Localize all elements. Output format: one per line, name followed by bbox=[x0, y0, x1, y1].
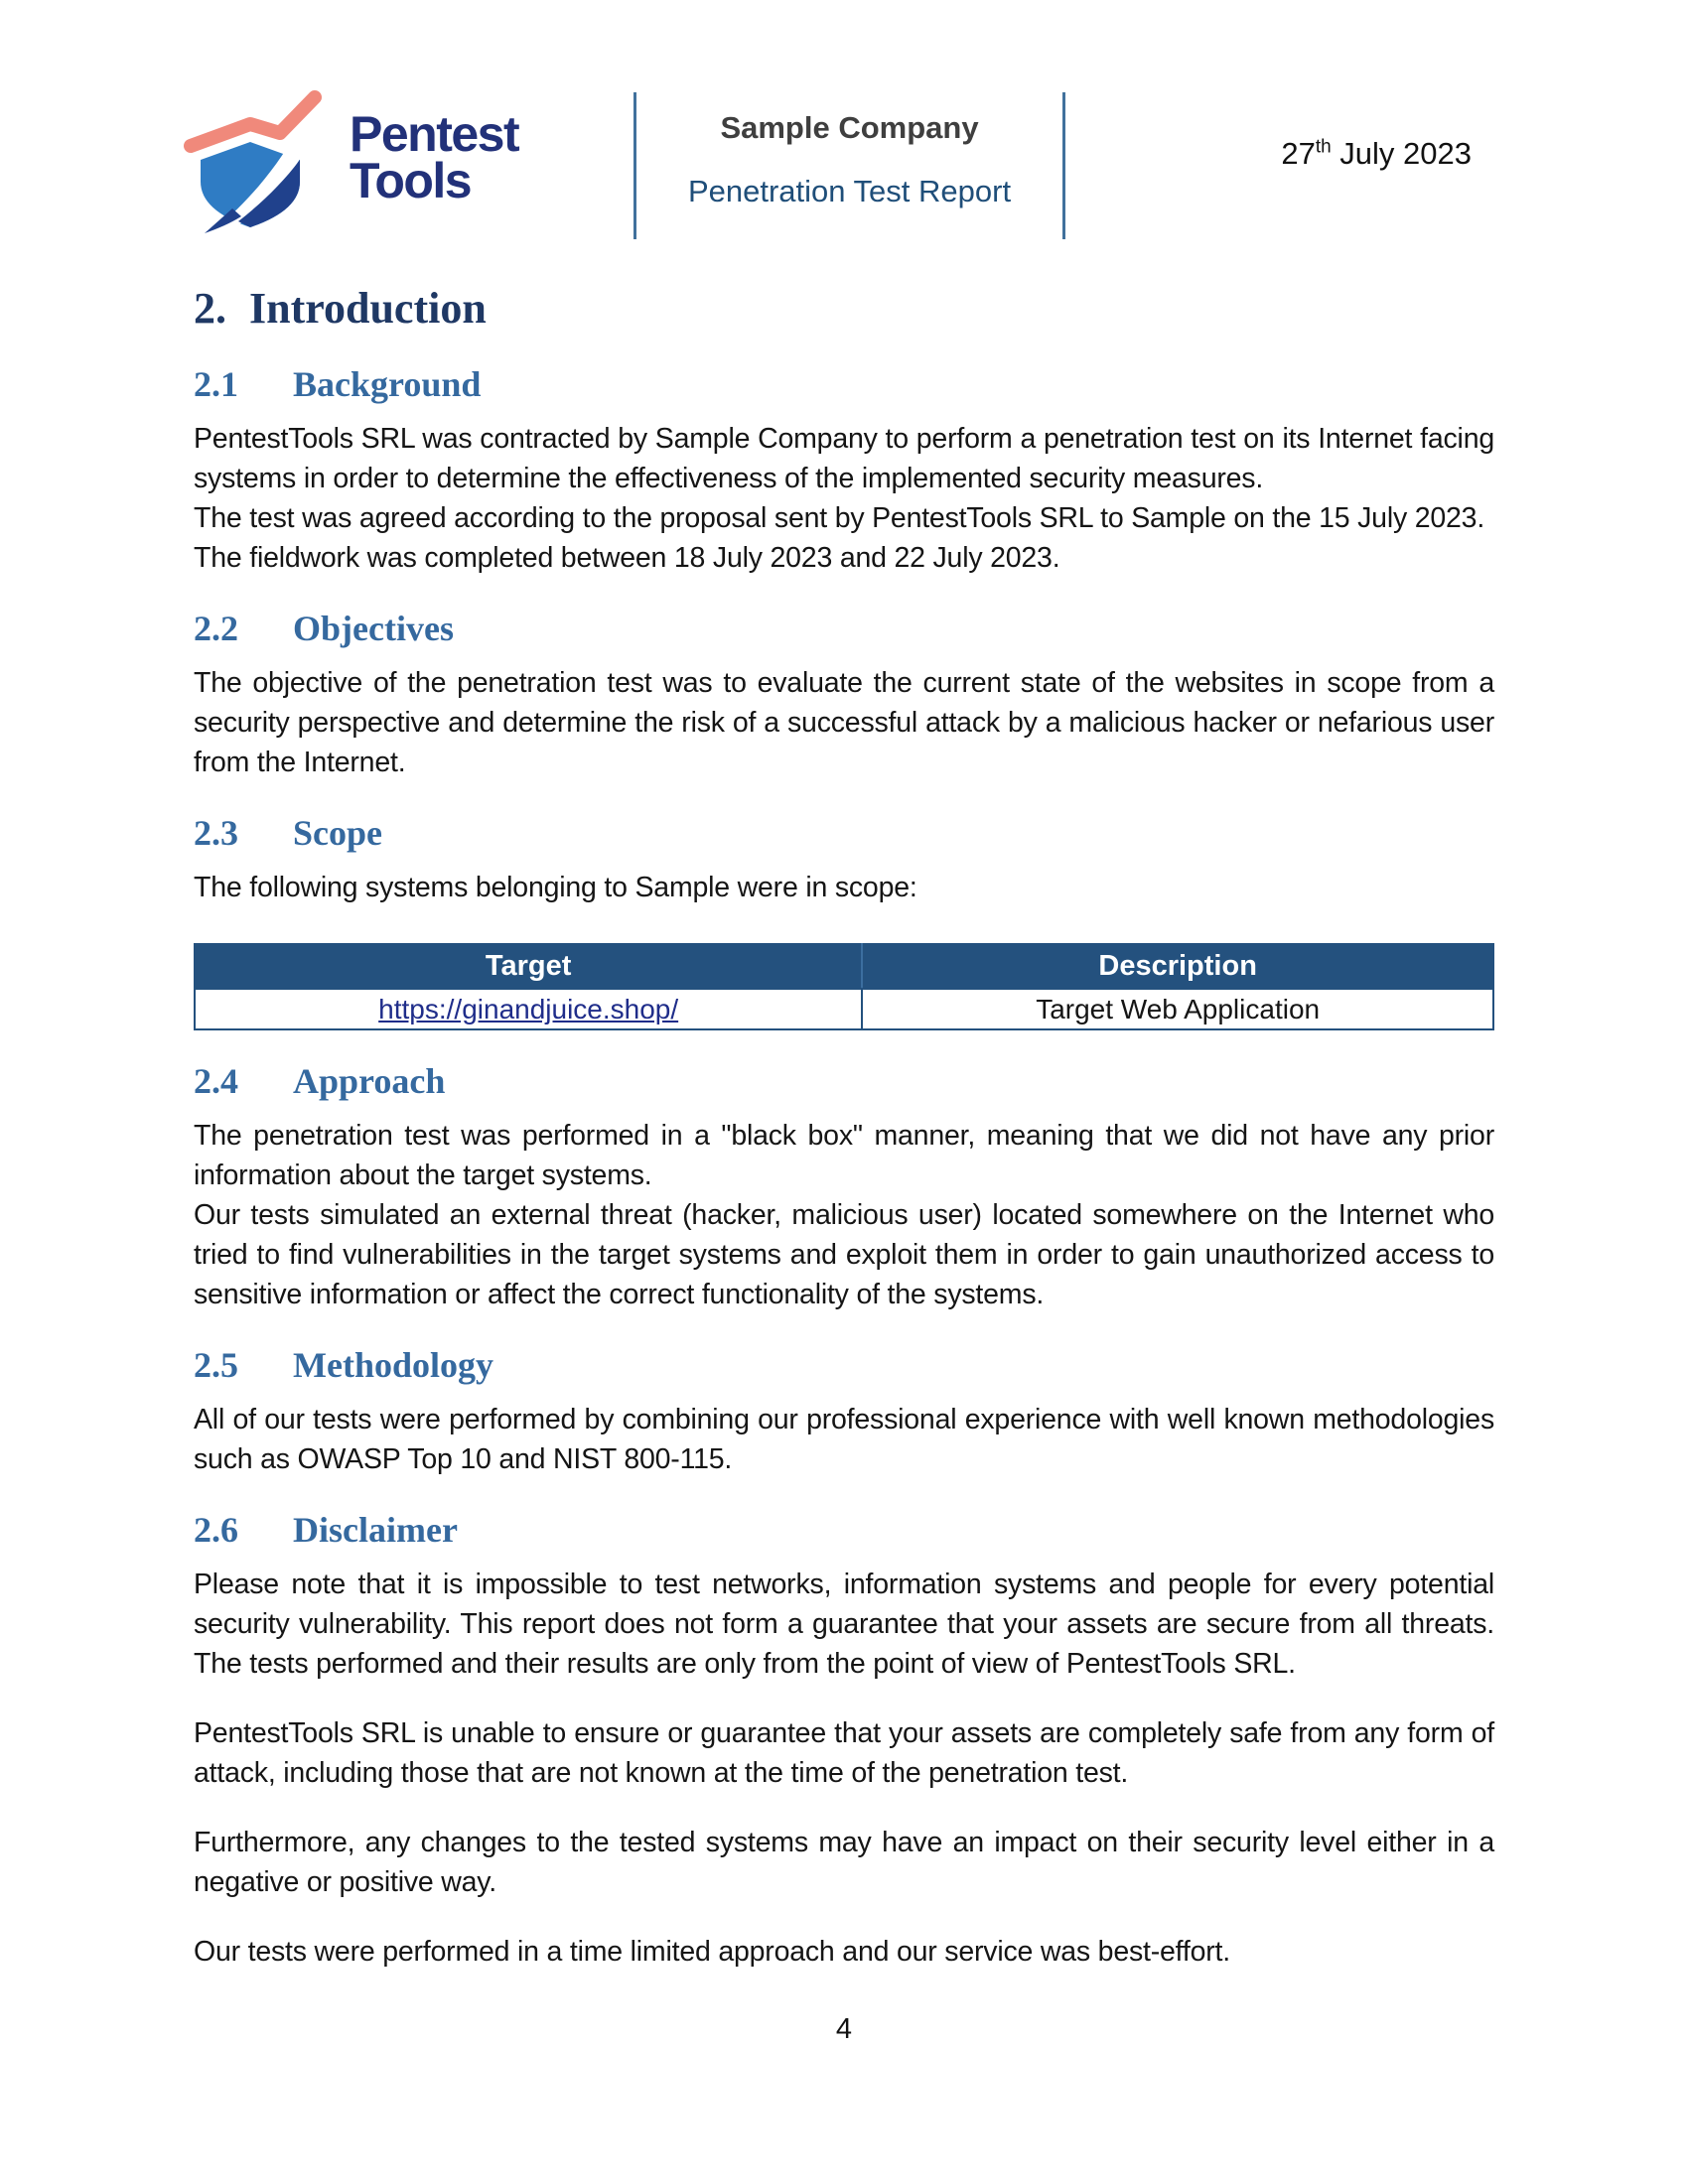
background-paragraph: PentestTools SRL was contracted by Sample Company to perform a penetration test on its Internet facing systems in order to determine the effectiveness of the implemented security measures. bbox=[194, 423, 1494, 494]
disclaimer-paragraphs bbox=[194, 1565, 1494, 1972]
subsection-scope-heading bbox=[194, 812, 1494, 854]
report-header bbox=[159, 84, 1529, 243]
objectives-paragraph: The objective of the penetration test was to evaluate the current state of the websites in scope from a security perspective and determine the risk of a successful attack by a malicious hacker or nefarious user from the Internet. bbox=[194, 667, 1494, 778]
subsection-title: Objectives bbox=[293, 609, 454, 648]
scope-table-header-description: Description bbox=[862, 944, 1493, 989]
section-introduction-heading bbox=[194, 284, 1494, 334]
report-date-rest: July 2023 bbox=[1331, 136, 1472, 171]
scope-table-row bbox=[195, 989, 1493, 1029]
subsection-title: Scope bbox=[293, 813, 382, 853]
section-number: 2. bbox=[194, 284, 226, 333]
scope-target-link[interactable]: https://ginandjuice.shop/ bbox=[378, 993, 679, 1024]
report-date bbox=[1281, 136, 1472, 172]
disclaimer-paragraph: Our tests were performed in a time limited approach and our service was best-effort. bbox=[194, 1936, 1230, 1968]
scope-table bbox=[194, 943, 1494, 1030]
scope-intro-paragraph: The following systems belonging to Sample were in scope: bbox=[194, 872, 917, 903]
scope-table-header-target: Target bbox=[195, 944, 862, 989]
pentest-tools-logo bbox=[159, 78, 518, 237]
subsection-title: Background bbox=[293, 364, 482, 404]
subsection-background-heading bbox=[194, 363, 1494, 405]
logo-wordmark-line1: Pentest bbox=[350, 106, 519, 162]
background-paragraph: The test was agreed according to the proposal sent by PentestTools SRL to Sample on the 15 July 2023. bbox=[194, 502, 1485, 534]
subsection-number: 2.1 bbox=[194, 364, 238, 404]
subsection-title: Methodology bbox=[293, 1345, 493, 1385]
report-title: Penetration Test Report bbox=[687, 174, 1012, 208]
scope-target-cell bbox=[195, 989, 862, 1029]
subsection-title: Approach bbox=[293, 1061, 446, 1101]
subsection-number: 2.3 bbox=[194, 813, 238, 853]
scope-table-header-row bbox=[195, 944, 1493, 989]
disclaimer-paragraph: Please note that it is impossible to test networks, information systems and people for every potential security vulnerability. This report does not form a guarantee that your assets are secure from all threats. The tests performed and their results are only from the point of view of PentestTools SRL. bbox=[194, 1569, 1494, 1680]
header-divider-right bbox=[1062, 92, 1065, 239]
subsection-number: 2.4 bbox=[194, 1061, 238, 1101]
disclaimer-paragraph: PentestTools SRL is unable to ensure or guarantee that your assets are completely safe from any form of attack, including those that are not known at the time of the penetration test. bbox=[194, 1717, 1494, 1789]
approach-paragraph: The penetration test was performed in a "black box" manner, meaning that we did not have any prior information about the target systems. bbox=[194, 1120, 1494, 1191]
subsection-approach-heading bbox=[194, 1060, 1494, 1102]
disclaimer-paragraph: Furthermore, any changes to the tested systems may have an impact on their security level either in a negative or positive way. bbox=[194, 1827, 1494, 1898]
approach-paragraph: Our tests simulated an external threat (hacker, malicious user) located somewhere on the Internet who tried to find vulnerabilities in the target systems and exploit them in order to gain unauthorized access to sensitive information or affect the correct functionality of the systems. bbox=[194, 1199, 1494, 1310]
subsection-disclaimer-heading bbox=[194, 1509, 1494, 1551]
methodology-paragraph: All of our tests were performed by combining our professional experience with well known methodologies such as OWASP Top 10 and NIST 800-115. bbox=[194, 1404, 1494, 1475]
subsection-methodology-heading bbox=[194, 1344, 1494, 1386]
subsection-number: 2.5 bbox=[194, 1345, 238, 1385]
page-number: 4 bbox=[835, 2013, 853, 2045]
subsection-number: 2.2 bbox=[194, 609, 238, 648]
subsection-objectives-heading bbox=[194, 608, 1494, 649]
logo-wordmark-line2: Tools bbox=[350, 153, 472, 208]
subsection-number: 2.6 bbox=[194, 1510, 238, 1550]
logo-wordmark bbox=[350, 106, 519, 208]
document-body bbox=[194, 280, 1494, 1972]
company-name: Sample Company bbox=[720, 110, 979, 145]
report-date-suffix: th bbox=[1315, 136, 1332, 158]
report-date-day: 27 bbox=[1281, 136, 1316, 171]
header-center-block bbox=[636, 110, 1062, 209]
subsection-title: Disclaimer bbox=[293, 1510, 458, 1550]
background-paragraph: The fieldwork was completed between 18 July 2023 and 22 July 2023. bbox=[194, 542, 1060, 574]
scope-description-cell: Target Web Application bbox=[862, 989, 1493, 1029]
shield-icon bbox=[159, 78, 348, 237]
section-title: Introduction bbox=[249, 284, 487, 333]
